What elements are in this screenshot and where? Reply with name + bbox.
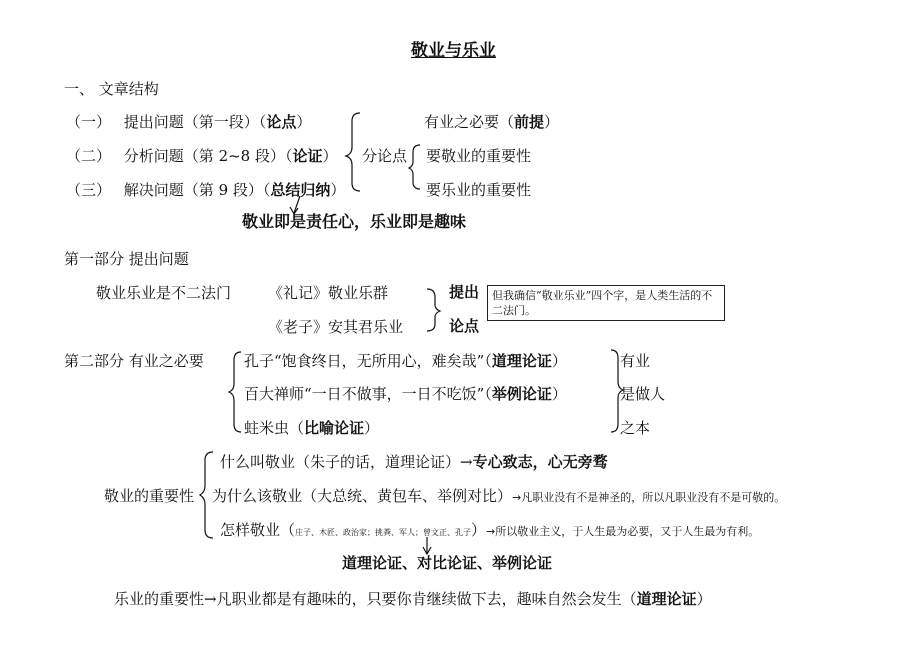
item-close: ） [551, 352, 567, 370]
point-close: ） [544, 113, 560, 131]
structure-row-3 [66, 181, 345, 199]
part1-label-b: 论点 [449, 317, 480, 335]
point-2: 要敬业的重要性 [426, 147, 532, 165]
part1-heading: 第一部分 提出问题 [64, 250, 189, 268]
row-small: 庄子、木匠、政治家；挑粪、军人；曾文正、孔子 [295, 528, 472, 537]
row-text: 为什么该敬业（大总统、黄包车、举例对比） [212, 487, 513, 505]
part3-methods: 道理论证、对比论证、举例论证 [342, 554, 553, 572]
part1-label-a: 提出 [449, 283, 480, 301]
item-text: 蛀米虫（ [244, 419, 305, 437]
row-tag: 专心致志，心无旁骛 [472, 453, 608, 471]
part4-line [114, 590, 712, 608]
row-note: →凡职业没有不是神圣的，所以凡职业没有不是可敬的。 [512, 491, 786, 504]
part3-row-2 [212, 487, 785, 507]
boxed-note: 但我确信“敬业乐业”四个字，是人类生活的不二法门。 [487, 285, 725, 321]
point-1 [424, 113, 559, 131]
item-tag: 举例论证 [491, 385, 552, 403]
part1-quote-1: 《礼记》敬业乐群 [268, 284, 389, 302]
row-note: →所以敬业主义，于人生最为必要，又于人生最为有利。 [486, 525, 760, 538]
row-tag: 总结归纳 [270, 181, 331, 199]
brace-subpoints [409, 145, 420, 189]
item-close: ） [364, 419, 380, 437]
row-close: ） [330, 181, 346, 199]
row-close: ） [296, 113, 312, 131]
row-text: 什么叫敬业（朱子的话，道理论证）→ [220, 453, 473, 471]
part2-heading: 第二部分 有业之必要 [64, 352, 204, 370]
row-close: ） [322, 147, 338, 165]
part2-conclusion-3: 之本 [620, 419, 651, 437]
part2-conclusion-1: 有业 [620, 352, 651, 370]
section-heading: 一、 文章结构 [64, 80, 159, 98]
item-tag: 比喻论证 [304, 419, 365, 437]
brace-part2-left [229, 352, 241, 432]
line-text: 乐业的重要性→凡职业都是有趣味的，只要你肯继续做下去，趣味自然会发生（ [114, 590, 637, 608]
item-close: ） [551, 385, 567, 403]
row-num: （一） [66, 113, 112, 131]
brace-part1 [427, 289, 440, 331]
part2-item-1 [244, 352, 567, 370]
page-title: 敬业与乐业 [411, 41, 496, 61]
point-tag: 前提 [514, 113, 545, 131]
row-text: 分析问题（第 2~8 段）（ [123, 147, 293, 165]
point-3: 要乐业的重要性 [426, 181, 532, 199]
part3-label: 敬业的重要性 [104, 487, 195, 505]
part1-quote-2: 《老子》安其君乐业 [268, 318, 404, 336]
row-text: 提出问题（第一段）（ [123, 113, 267, 131]
row-num: （三） [66, 181, 112, 199]
line-close: ） [696, 590, 712, 608]
sub-label: 分论点 [362, 147, 408, 165]
structure-conclusion: 敬业即是责任心，乐业即是趣味 [242, 212, 467, 231]
structure-row-1 [66, 113, 311, 131]
row-tag: 论点 [266, 113, 297, 131]
structure-row-2 [66, 147, 338, 165]
row-text: 怎样敬业（ [220, 521, 296, 539]
line-tag: 道理论证 [636, 590, 697, 608]
point-text: 有业之必要（ [424, 113, 515, 131]
part2-conclusion-2: 是做人 [620, 385, 666, 403]
row-text: 解决问题（第 9 段）（ [123, 181, 271, 199]
brace-structure [346, 113, 360, 191]
item-tag: 道理论证 [491, 352, 552, 370]
part3-row-1 [220, 453, 608, 471]
row-close: ） [471, 521, 487, 539]
row-tag: 论证 [292, 147, 323, 165]
part3-row-3 [220, 521, 759, 542]
item-text: 孔子“饱食终日，无所用心，难矣哉”（ [244, 352, 492, 370]
row-num: （二） [66, 147, 112, 165]
part2-item-3 [244, 419, 379, 437]
item-text: 百大禅师“一日不做事，一日不吃饭”（ [244, 385, 492, 403]
part1-main: 敬业乐业是不二法门 [96, 284, 232, 302]
part2-item-2 [244, 385, 567, 403]
